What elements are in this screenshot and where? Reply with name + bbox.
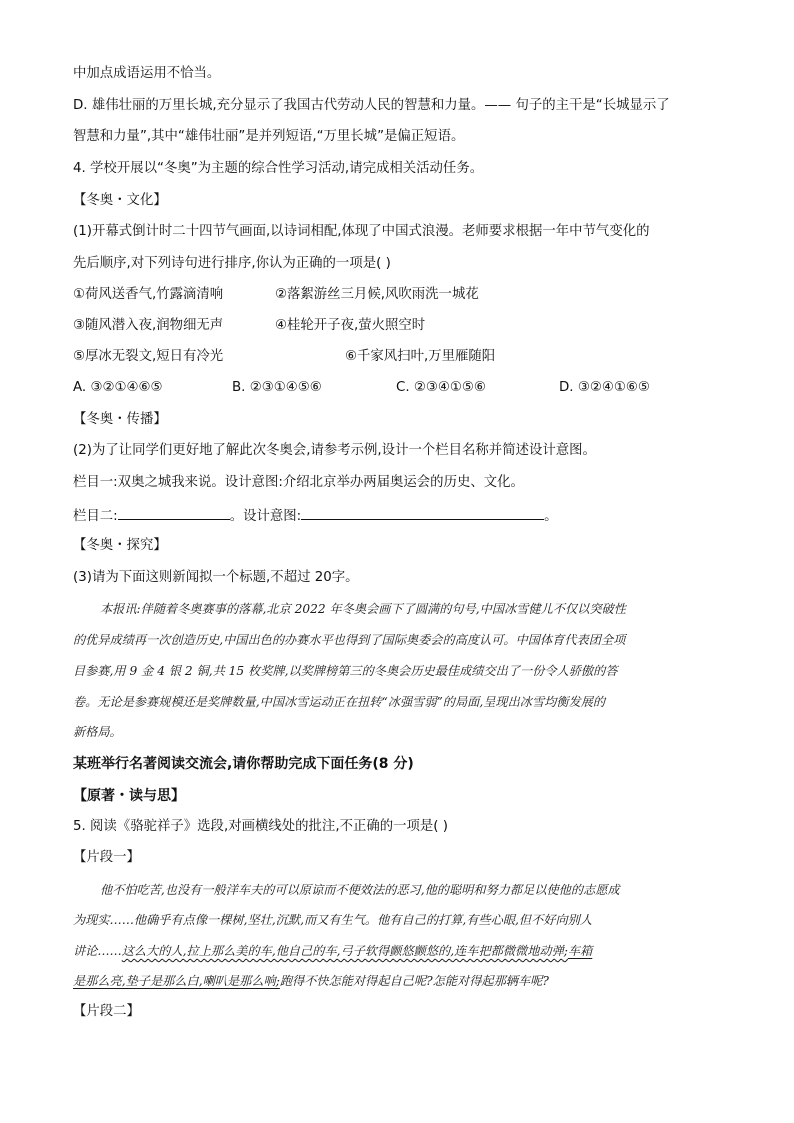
poem-1: ①荷风送香气,竹露滴清响 <box>73 287 224 302</box>
column-answer-row <box>73 505 558 527</box>
period: 。 <box>544 509 558 524</box>
poem-3: ③随风潜入夜,润物细无声 <box>73 318 224 333</box>
passage-line <box>73 971 549 991</box>
poem-6: ⑥千家风扫叶,万里雁随阳 <box>345 349 496 364</box>
underlined-text: 车箱 <box>567 944 593 958</box>
option-d-statement: D. 雄伟壮丽的万里长城,充分显示了我国古代劳动人民的智慧和力量。—— 句子的主干是“长城显示了 <box>73 98 670 113</box>
passage-text: 跑得不快怎能对得起自己呢?怎能对得起那辆车呢? <box>279 974 549 988</box>
section-heading-spread: 【冬奥・传播】 <box>73 412 167 427</box>
reading-task-title: 某班举行名著阅读交流会,请你帮助完成下面任务(8 分) <box>73 756 414 772</box>
question-4-1-cont: 先后顺序,对下列诗句进行排序,你认为正确的一项是( ) <box>73 256 391 271</box>
passage-line <box>73 941 592 961</box>
poem-2: ②落絮游丝三月候,风吹雨洗一城花 <box>275 287 479 302</box>
news-line: 目参赛,用 9 金 4 银 2 铜,共 15 枚奖牌,以奖牌榜第三的冬奥会历史最佳成绩交出了一份令人骄傲的答 <box>73 664 618 678</box>
news-line: 卷。无论是参赛规模还是奖牌数量,中国冰雪运动正在扭转“冰强雪弱”的局面,呈现出冰雪均衡发展的 <box>73 695 606 709</box>
question-4-3: (3)请为下面这则新闻拟一个标题,不超过 20字。 <box>73 570 359 585</box>
option-d: D. ③②④①⑥⑤ <box>559 380 650 395</box>
passage-line: 他不怕吃苦,也没有一般洋车夫的可以原谅而不便效法的恶习,他的聪明和努力都足以使他的志愿成 <box>100 883 620 897</box>
underlined-text: 是那么亮,垫子是那么白,喇叭是那么响; <box>73 974 280 988</box>
option-a: A. ③②①④⑥⑤ <box>73 380 163 395</box>
column-label: 栏目二: <box>73 509 118 524</box>
section-heading-culture: 【冬奥・文化】 <box>73 193 167 208</box>
column-name-blank[interactable] <box>118 505 230 520</box>
news-line: 新格局。 <box>73 725 122 739</box>
poem-5: ⑤厚冰无裂文,短日有冷光 <box>73 349 224 364</box>
design-intent-blank[interactable] <box>301 505 544 520</box>
question-4: 4. 学校开展以“冬奥”为主题的综合性学习活动,请完成相关活动任务。 <box>73 161 484 176</box>
passage-line: 为现实……他确乎有点像一棵树,坚壮,沉默,而又有生气。他有自己的打算,有些心眼,但不好向别人 <box>73 913 593 927</box>
design-label: 。设计意图: <box>229 509 302 524</box>
section-heading-explore: 【冬奥・探究】 <box>73 538 167 553</box>
question-5: 5. 阅读《骆驼祥子》选段,对画横线处的批注,不正确的一项是( ) <box>73 819 449 834</box>
option-b: B. ②③①④⑤⑥ <box>232 380 322 395</box>
news-line: 的优异成绩再一次创造历史,中国出色的办赛水平也得到了国际奥委会的高度认可。中国体育代表团全项 <box>73 633 626 647</box>
question-4-1: (1)开幕式倒计时二十四节气画面,以诗词相配,体现了中国式浪漫。老师要求根据一年中节气变化的 <box>73 224 650 239</box>
news-line: 本报讯:伴随着冬奥赛事的落幕,北京 2022 年冬奥会画下了圆满的句号,中国冰雪健儿不仅以突破性 <box>100 602 626 616</box>
text-line: 中加点成语运用不恰当。 <box>73 66 221 81</box>
column-example: 栏目一:双奥之城我来说。设计意图:介绍北京举办两届奥运会的历史、文化。 <box>73 475 524 490</box>
question-4-2: (2)为了让同学们更好地了解此次冬奥会,请参考示例,设计一个栏目名称并简述设计意图。 <box>73 443 596 458</box>
option-c: C. ②③④①⑤⑥ <box>396 380 486 395</box>
passage-text: 讲论…… <box>73 944 122 958</box>
poem-4: ④桂轮开子夜,萤火照空时 <box>275 318 426 333</box>
wavy-underlined-text: 这么大的人,拉上那么美的车,他自己的车,弓子软得颤悠颤悠的,连车把都微微地动弹; <box>121 944 568 958</box>
fragment-2-label: 【片段二】 <box>73 1004 140 1019</box>
section-heading-classic: 【原著・读与思】 <box>73 788 185 804</box>
text-line: 智慧和力量”,其中“雄伟壮丽”是并列短语,“万里长城”是偏正短语。 <box>73 129 465 144</box>
fragment-1-label: 【片段一】 <box>73 850 140 865</box>
